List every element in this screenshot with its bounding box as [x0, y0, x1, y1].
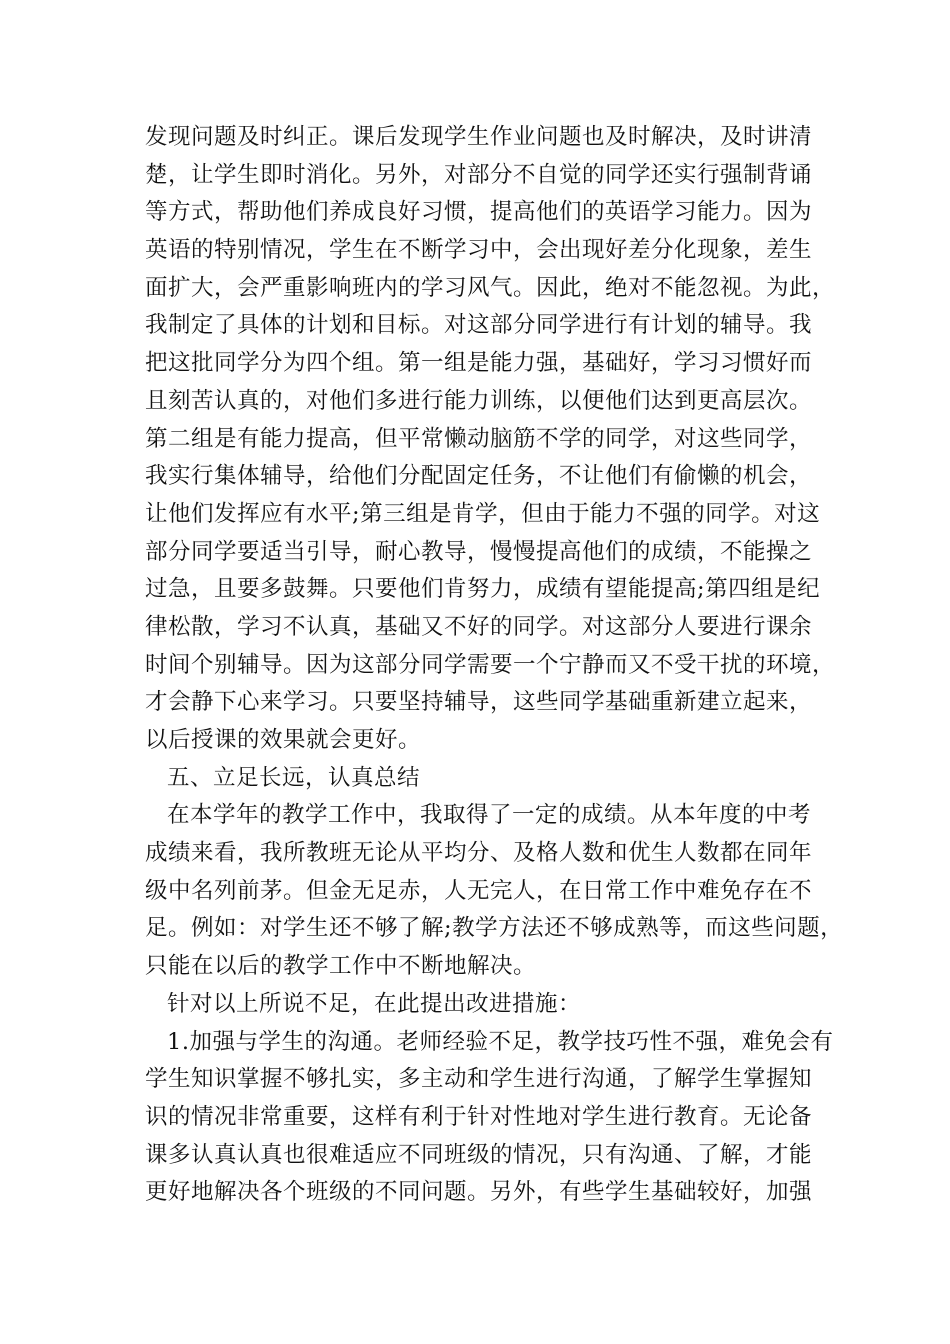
list-item-start-line: 1.加强与学生的沟通。老师经验不足，教学技巧性不强，难免会有 — [167, 1028, 834, 1055]
paragraph-start-line: 在本学年的教学工作中，我取得了一定的成绩。从本年度的中考 — [167, 802, 812, 829]
text-line: 把这批同学分为四个组。第一组是能力强，基础好，学习习惯好而 — [145, 350, 813, 377]
text-line: 第二组是有能力提高，但平常懒动脑筋不学的同学，对这些同学， — [145, 425, 813, 452]
text-line: 等方式，帮助他们养成良好习惯，提高他们的英语学习能力。因为 — [145, 199, 813, 226]
text-line: 楚，让学生即时消化。另外，对部分不自觉的同学还实行强制背诵 — [145, 161, 813, 188]
text-line: 更好地解决各个班级的不同问题。另外，有些学生基础较好，加强 — [145, 1179, 813, 1206]
document-body — [145, 119, 844, 1212]
text-line: 过急，且要多鼓舞。只要他们肯努力，成绩有望能提高;第四组是纪 — [145, 576, 821, 603]
text-line: 时间个别辅导。因为这部分同学需要一个宁静而又不受干扰的环境， — [145, 651, 836, 678]
text-line: 我实行集体辅导，给他们分配固定任务，不让他们有偷懒的机会， — [145, 463, 813, 490]
text-line: 英语的特别情况，学生在不断学习中，会出现好差分化现象，差生 — [145, 237, 813, 264]
text-line: 面扩大，会严重影响班内的学习风气。因此，绝对不能忽视。为此， — [145, 274, 836, 301]
paragraph-start-line: 针对以上所说不足，在此提出改进措施： — [167, 990, 582, 1017]
text-line: 课多认真认真也很难适应不同班级的情况，只有沟通、了解，才能 — [145, 1141, 813, 1168]
text-line: 只能在以后的教学工作中不断地解决。 — [145, 953, 537, 980]
text-line: 以后授课的效果就会更好。 — [145, 727, 422, 753]
text-line: 识的情况非常重要，这样有利于针对性地对学生进行教育。无论备 — [145, 1103, 813, 1130]
text-line: 部分同学要适当引导，耐心教导，慢慢提高他们的成绩，不能操之 — [145, 538, 813, 565]
text-line: 律松散，学习不认真，基础又不好的同学。对这部分人要进行课余 — [145, 613, 813, 640]
text-line: 且刻苦认真的，对他们多进行能力训练，以便他们达到更高层次。 — [145, 387, 813, 414]
text-line: 才会静下心来学习。只要坚持辅导，这些同学基础重新建立起来， — [145, 689, 813, 716]
text-line: 让他们发挥应有水平;第三组是肯学，但由于能力不强的同学。对这 — [145, 500, 821, 527]
text-line: 级中名列前茅。但金无足赤，人无完人，在日常工作中难免存在不 — [145, 877, 813, 904]
section-heading: 五、立足长远，认真总结 — [167, 764, 421, 791]
text-line: 成绩来看，我所教班无论从平均分、及格人数和优生人数都在同年 — [145, 840, 813, 867]
text-line: 学生知识掌握不够扎实，多主动和学生进行沟通，了解学生掌握知 — [145, 1066, 813, 1093]
text-line: 我制定了具体的计划和目标。对这部分同学进行有计划的辅导。我 — [145, 312, 813, 339]
text-line: 发现问题及时纠正。课后发现学生作业问题也及时解决，及时讲清 — [145, 124, 813, 150]
text-line: 足。例如：对学生还不够了解;教学方法还不够成熟等，而这些问题， — [145, 915, 844, 942]
